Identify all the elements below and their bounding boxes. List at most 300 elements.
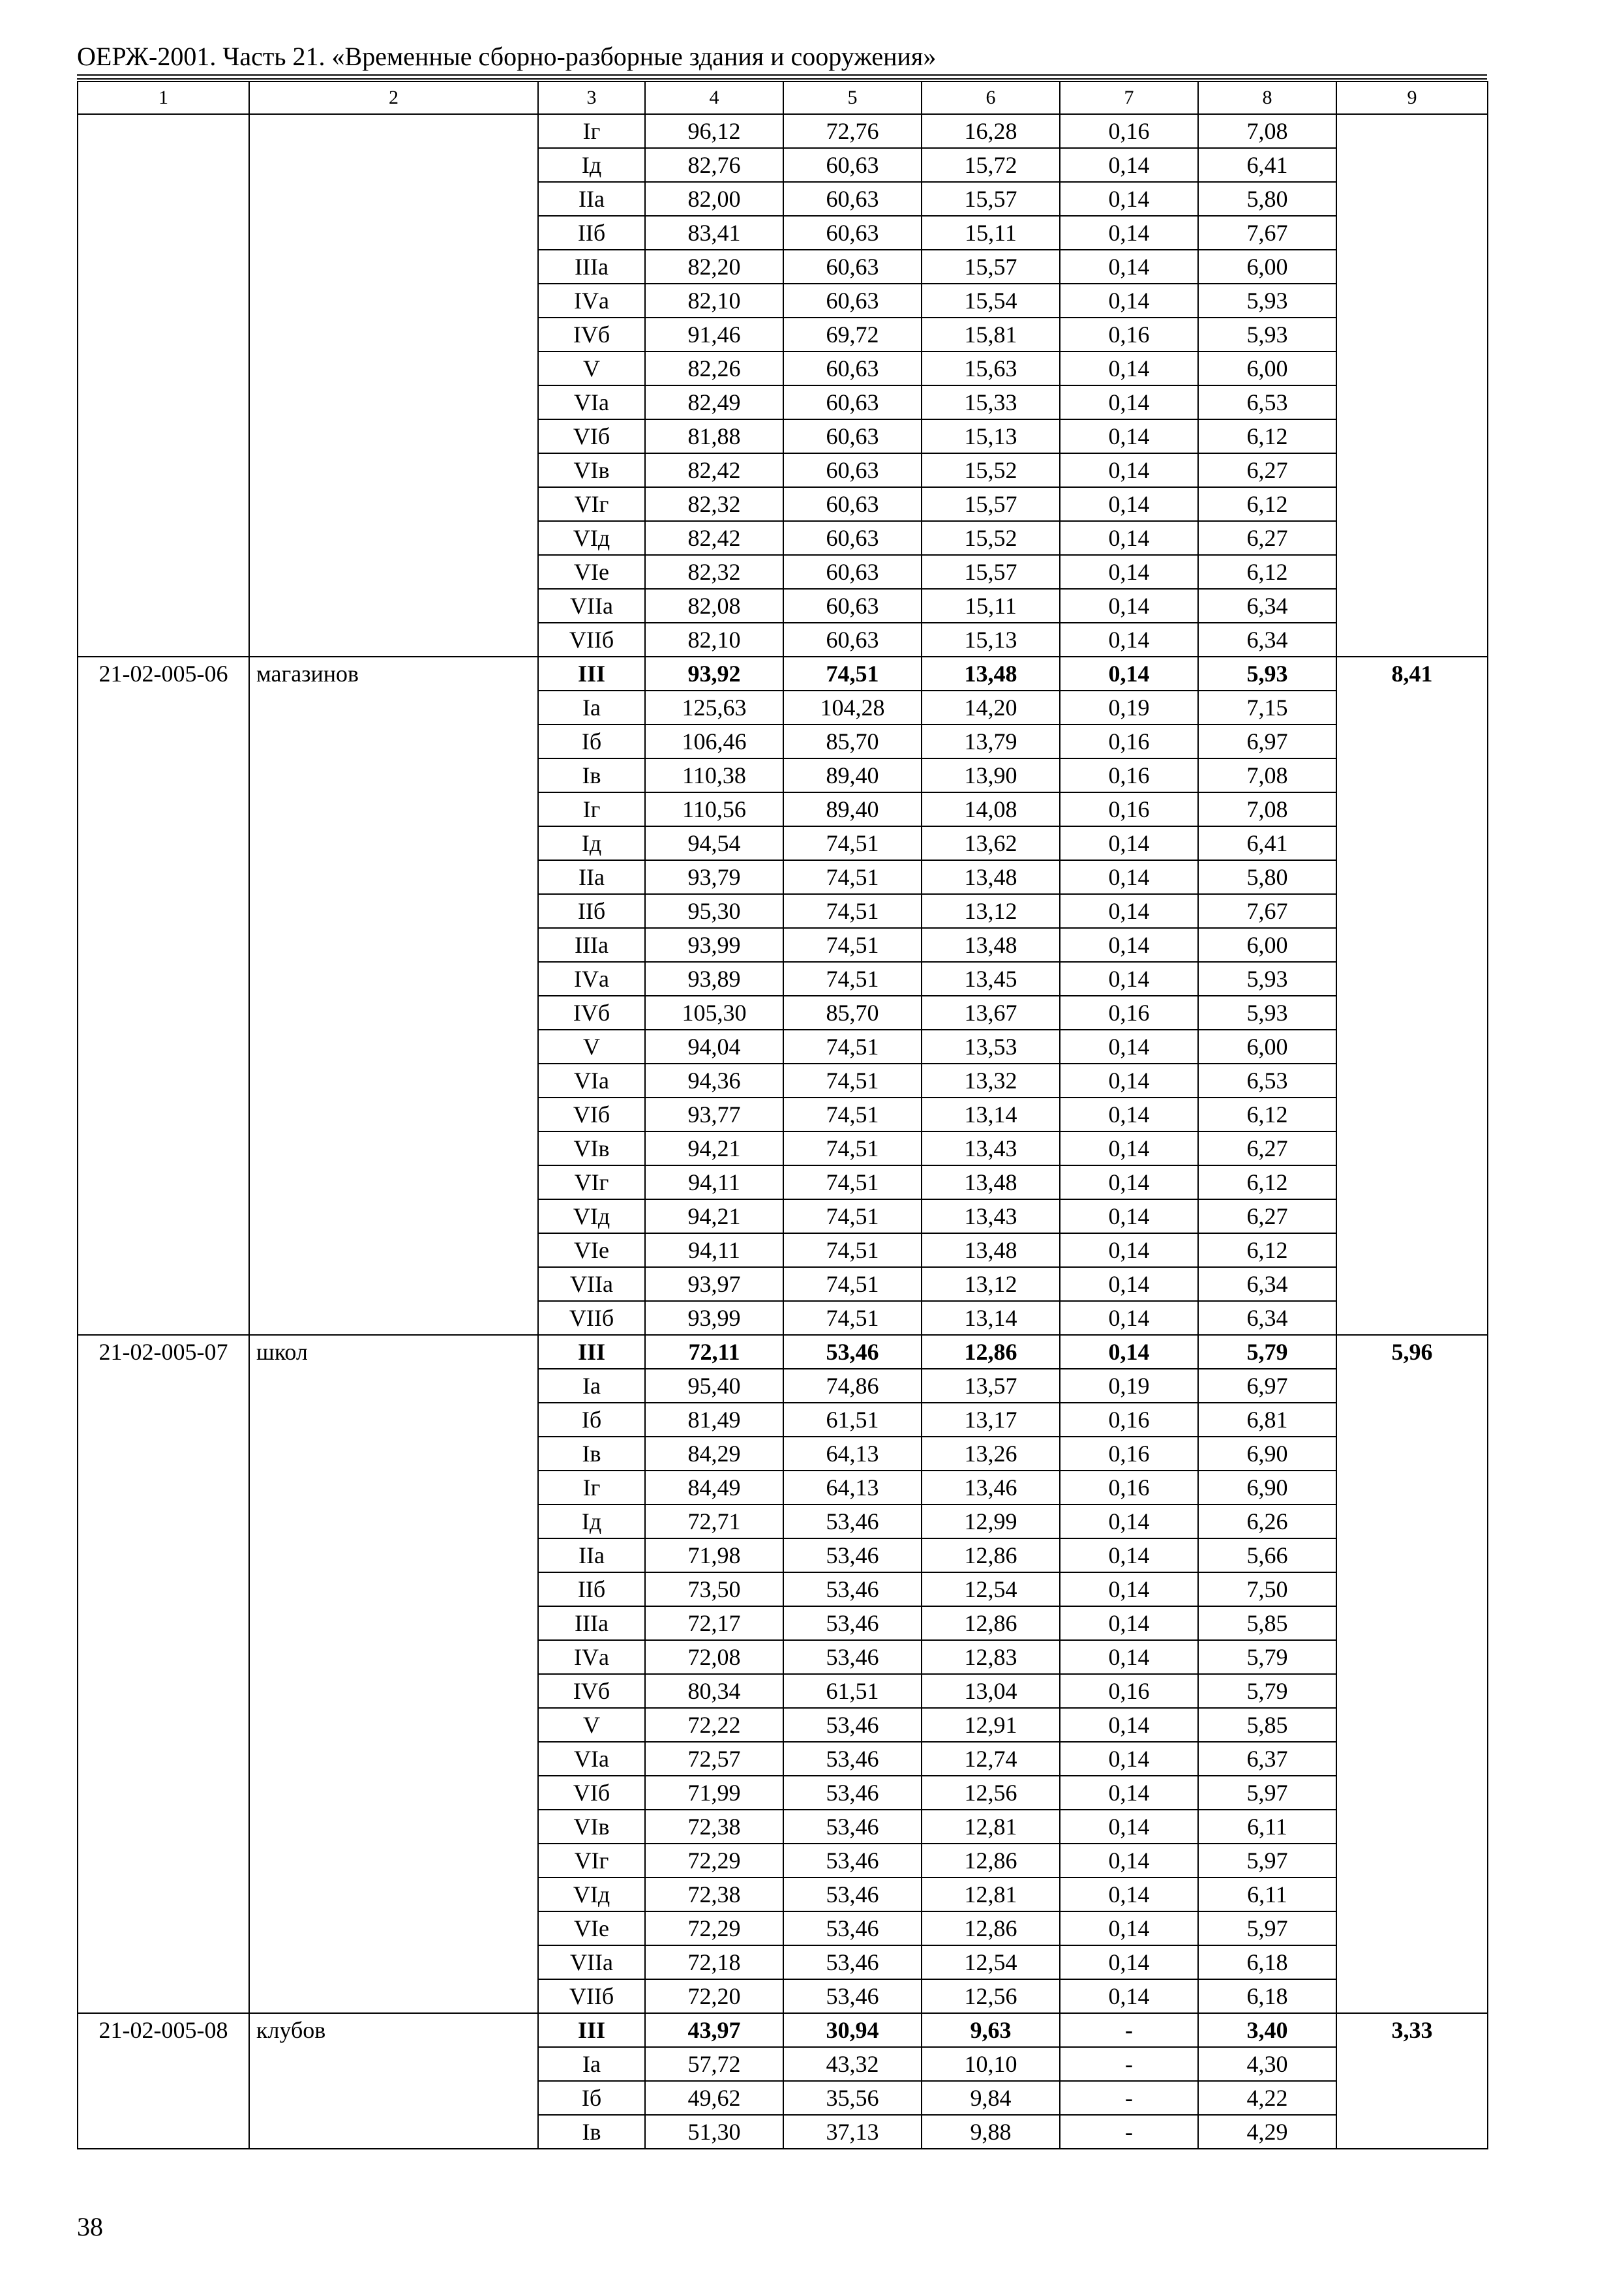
cell-driver-wages: 0,14: [1060, 928, 1198, 962]
cell-driver-wages: 0,16: [1060, 996, 1198, 1030]
cell-price-variant: VIа: [538, 1064, 645, 1098]
cell-driver-wages: 0,14: [1060, 352, 1198, 385]
cell-price-variant: Iд: [538, 826, 645, 860]
cell-driver-wages: 0,14: [1060, 555, 1198, 589]
cell-materials: 6,00: [1198, 250, 1336, 284]
cell-total-cost: 94,11: [645, 1233, 783, 1267]
cell-total-cost: 72,20: [645, 1979, 783, 2013]
cell-machine-operation: 15,52: [922, 453, 1060, 487]
cell-machine-operation: 15,57: [922, 487, 1060, 521]
cell-labor-wages: 64,13: [783, 1471, 922, 1504]
cell-total-cost: 72,22: [645, 1708, 783, 1742]
cell-price-variant: Iа: [538, 2047, 645, 2081]
cell-price-variant: VIа: [538, 385, 645, 419]
cell-materials: 4,29: [1198, 2115, 1336, 2149]
cell-price-variant: V: [538, 1030, 645, 1064]
cell-materials: 6,37: [1198, 1742, 1336, 1776]
cell-labor-wages: 85,70: [783, 725, 922, 758]
cell-driver-wages: 0,14: [1060, 1810, 1198, 1844]
cell-driver-wages: 0,14: [1060, 1335, 1198, 1369]
cell-materials: 6,12: [1198, 1165, 1336, 1199]
cell-labor-hours: 3,33: [1336, 2013, 1488, 2149]
cell-driver-wages: 0,14: [1060, 148, 1198, 182]
cell-materials: 5,79: [1198, 1640, 1336, 1674]
cell-total-cost: 96,12: [645, 114, 783, 148]
cell-driver-wages: 0,14: [1060, 1945, 1198, 1979]
cell-total-cost: 72,17: [645, 1606, 783, 1640]
cell-materials: 6,41: [1198, 826, 1336, 860]
cell-machine-operation: 12,91: [922, 1708, 1060, 1742]
cell-price-variant: IIIа: [538, 1606, 645, 1640]
cell-driver-wages: 0,14: [1060, 487, 1198, 521]
cell-materials: 5,97: [1198, 1911, 1336, 1945]
cell-labor-wages: 53,46: [783, 1742, 922, 1776]
cell-driver-wages: 0,14: [1060, 1911, 1198, 1945]
cell-machine-operation: 14,20: [922, 691, 1060, 725]
cell-machine-operation: 15,54: [922, 284, 1060, 318]
cell-labor-wages: 61,51: [783, 1403, 922, 1437]
cell-driver-wages: 0,14: [1060, 453, 1198, 487]
cell-labor-wages: 53,46: [783, 1504, 922, 1538]
column-number: 3: [538, 82, 645, 114]
cell-price-variant: VIIа: [538, 1267, 645, 1301]
cell-driver-wages: 0,14: [1060, 1301, 1198, 1335]
cell-price-variant: Iг: [538, 114, 645, 148]
column-number: 7: [1060, 82, 1198, 114]
cell-total-cost: 110,56: [645, 792, 783, 826]
cell-driver-wages: 0,14: [1060, 1267, 1198, 1301]
cell-materials: 6,12: [1198, 487, 1336, 521]
cell-price-variant: IIб: [538, 894, 645, 928]
cell-total-cost: 72,57: [645, 1742, 783, 1776]
cell-driver-wages: 0,16: [1060, 1471, 1198, 1504]
cell-price-variant: Iа: [538, 1369, 645, 1403]
cell-machine-operation: 15,57: [922, 182, 1060, 216]
cell-price-variant: VIг: [538, 1844, 645, 1878]
table-row: [78, 2013, 1488, 2047]
cell-total-cost: 43,97: [645, 2013, 783, 2047]
cell-labor-wages: 53,46: [783, 1810, 922, 1844]
cell-machine-operation: 15,57: [922, 555, 1060, 589]
cell-price-variant: IIб: [538, 1572, 645, 1606]
cell-labor-wages: 74,86: [783, 1369, 922, 1403]
cell-total-cost: 83,41: [645, 216, 783, 250]
cell-labor-wages: 60,63: [783, 284, 922, 318]
cell-driver-wages: 0,19: [1060, 691, 1198, 725]
cell-machine-operation: 13,43: [922, 1199, 1060, 1233]
cell-price-variant: VIв: [538, 453, 645, 487]
cell-price-variant: VIг: [538, 1165, 645, 1199]
cell-labor-wages: 74,51: [783, 962, 922, 996]
cell-labor-wages: 60,63: [783, 419, 922, 453]
cell-materials: 7,08: [1198, 792, 1336, 826]
cell-machine-operation: 13,48: [922, 657, 1060, 691]
cell-total-cost: 82,10: [645, 623, 783, 657]
cell-materials: 6,11: [1198, 1810, 1336, 1844]
cell-machine-operation: 12,86: [922, 1606, 1060, 1640]
cell-machine-operation: 13,26: [922, 1437, 1060, 1471]
cell-machine-operation: 12,74: [922, 1742, 1060, 1776]
cell-price-variant: Iб: [538, 2081, 645, 2115]
column-number: 9: [1336, 82, 1488, 114]
cell-machine-operation: 12,83: [922, 1640, 1060, 1674]
cell-machine-operation: 12,86: [922, 1844, 1060, 1878]
cell-total-cost: 57,72: [645, 2047, 783, 2081]
cell-labor-wages: 53,46: [783, 1945, 922, 1979]
table-row: [78, 1335, 1488, 1369]
cell-materials: 6,11: [1198, 1878, 1336, 1911]
cell-price-variant: Iв: [538, 1437, 645, 1471]
cell-price-variant: VIд: [538, 521, 645, 555]
cell-materials: 5,85: [1198, 1708, 1336, 1742]
cell-labor-wages: 60,63: [783, 589, 922, 623]
cell-driver-wages: 0,14: [1060, 1233, 1198, 1267]
cell-driver-wages: -: [1060, 2013, 1198, 2047]
cell-price-variant: IIа: [538, 182, 645, 216]
cell-total-cost: 84,29: [645, 1437, 783, 1471]
cell-total-cost: 72,38: [645, 1810, 783, 1844]
cell-materials: 6,27: [1198, 1199, 1336, 1233]
cell-price-variant: Iг: [538, 792, 645, 826]
cell-labor-wages: 74,51: [783, 860, 922, 894]
cell-materials: 6,90: [1198, 1471, 1336, 1504]
cell-total-cost: 72,11: [645, 1335, 783, 1369]
cell-total-cost: 94,11: [645, 1165, 783, 1199]
cell-labor-wages: 53,46: [783, 1708, 922, 1742]
cell-driver-wages: 0,16: [1060, 1674, 1198, 1708]
column-numbers-row: [78, 82, 1488, 114]
column-number: 4: [645, 82, 783, 114]
cell-price-variant: IVб: [538, 996, 645, 1030]
cell-materials: 6,12: [1198, 1233, 1336, 1267]
cell-labor-wages: 60,63: [783, 352, 922, 385]
cell-labor-wages: 74,51: [783, 1064, 922, 1098]
cell-labor-wages: 74,51: [783, 928, 922, 962]
cell-machine-operation: 15,72: [922, 148, 1060, 182]
cell-total-cost: 93,77: [645, 1098, 783, 1131]
cell-labor-wages: 60,63: [783, 182, 922, 216]
cell-machine-operation: 13,14: [922, 1301, 1060, 1335]
cell-total-cost: 80,34: [645, 1674, 783, 1708]
cell-labor-wages: 60,63: [783, 216, 922, 250]
cell-total-cost: 91,46: [645, 318, 783, 352]
cell-materials: 7,08: [1198, 758, 1336, 792]
cell-labor-wages: 74,51: [783, 1233, 922, 1267]
cell-materials: 6,81: [1198, 1403, 1336, 1437]
cell-machine-operation: 9,63: [922, 2013, 1060, 2047]
cell-price-variant: VIа: [538, 1742, 645, 1776]
cell-materials: 6,00: [1198, 928, 1336, 962]
cell-total-cost: 94,21: [645, 1131, 783, 1165]
cell-price-variant: VIд: [538, 1878, 645, 1911]
cell-labor-wages: 35,56: [783, 2081, 922, 2115]
cell-price-variant: IVа: [538, 284, 645, 318]
cell-price-variant: IIIа: [538, 928, 645, 962]
cell-total-cost: 82,32: [645, 555, 783, 589]
cell-price-variant: III: [538, 1335, 645, 1369]
cell-price-variant: Iв: [538, 758, 645, 792]
cell-labor-wages: 53,46: [783, 1640, 922, 1674]
cell-machine-operation: 12,86: [922, 1911, 1060, 1945]
cell-labor-wages: 60,63: [783, 623, 922, 657]
cell-driver-wages: 0,16: [1060, 318, 1198, 352]
cell-price-variant: VIб: [538, 1776, 645, 1810]
column-number: 6: [922, 82, 1060, 114]
cell-machine-operation: 13,79: [922, 725, 1060, 758]
cell-driver-wages: 0,16: [1060, 1403, 1198, 1437]
cell-price-variant: III: [538, 2013, 645, 2047]
cell-machine-operation: 13,17: [922, 1403, 1060, 1437]
cell-driver-wages: 0,14: [1060, 182, 1198, 216]
cell-materials: 6,97: [1198, 1369, 1336, 1403]
cell-labor-wages: 74,51: [783, 1301, 922, 1335]
cell-machine-operation: 13,48: [922, 928, 1060, 962]
cell-price-variant: IVа: [538, 962, 645, 996]
cell-materials: 7,67: [1198, 894, 1336, 928]
cell-labor-wages: 74,51: [783, 826, 922, 860]
cell-labor-wages: 30,94: [783, 2013, 922, 2047]
cell-machine-operation: 13,48: [922, 860, 1060, 894]
cell-total-cost: 82,42: [645, 453, 783, 487]
cell-total-cost: 82,00: [645, 182, 783, 216]
page-header: ОЕРЖ-2001. Часть 21. «Временные сборно-разборные здания и сооружения»: [77, 42, 937, 71]
cell-materials: 6,00: [1198, 352, 1336, 385]
cell-machine-operation: 15,13: [922, 623, 1060, 657]
cell-materials: 5,66: [1198, 1538, 1336, 1572]
cell-machine-operation: 16,28: [922, 114, 1060, 148]
cell-driver-wages: 0,14: [1060, 1776, 1198, 1810]
cell-driver-wages: 0,14: [1060, 623, 1198, 657]
cell-price-variant: Iв: [538, 2115, 645, 2149]
cell-labor-wages: 74,51: [783, 1131, 922, 1165]
cell-driver-wages: 0,14: [1060, 1030, 1198, 1064]
cell-labor-wages: 89,40: [783, 792, 922, 826]
cell-labor-wages: 60,63: [783, 555, 922, 589]
cell-materials: 5,85: [1198, 1606, 1336, 1640]
cell-price-variant: Iа: [538, 691, 645, 725]
cell-price-variant: IIб: [538, 216, 645, 250]
cell-price-variant: IVб: [538, 1674, 645, 1708]
cell-materials: 3,40: [1198, 2013, 1336, 2047]
cell-labor-wages: 53,46: [783, 1606, 922, 1640]
cell-price-variant: IIа: [538, 1538, 645, 1572]
cell-driver-wages: -: [1060, 2081, 1198, 2115]
cell-total-continued: [1336, 114, 1488, 657]
cell-machine-operation: 15,13: [922, 419, 1060, 453]
cell-total-cost: 73,50: [645, 1572, 783, 1606]
page-number: 38: [77, 2212, 103, 2241]
cell-machine-operation: 9,88: [922, 2115, 1060, 2149]
cell-labor-wages: 61,51: [783, 1674, 922, 1708]
cell-price-variant: VIв: [538, 1810, 645, 1844]
table-row: [78, 657, 1488, 691]
cell-driver-wages: 0,14: [1060, 419, 1198, 453]
cell-total-cost: 82,26: [645, 352, 783, 385]
cell-materials: 6,34: [1198, 623, 1336, 657]
cell-machine-operation: 15,33: [922, 385, 1060, 419]
cell-labor-wages: 74,51: [783, 1267, 922, 1301]
cell-materials: 5,93: [1198, 996, 1336, 1030]
cell-driver-wages: 0,16: [1060, 792, 1198, 826]
cell-total-cost: 106,46: [645, 725, 783, 758]
cell-driver-wages: 0,14: [1060, 1979, 1198, 2013]
cell-labor-wages: 43,32: [783, 2047, 922, 2081]
cell-price-variant: VIв: [538, 1131, 645, 1165]
cell-materials: 6,90: [1198, 1437, 1336, 1471]
cell-driver-wages: -: [1060, 2115, 1198, 2149]
cell-labor-wages: 53,46: [783, 1979, 922, 2013]
cell-total-cost: 82,49: [645, 385, 783, 419]
cell-labor-wages: 37,13: [783, 2115, 922, 2149]
cell-machine-operation: 13,53: [922, 1030, 1060, 1064]
cell-driver-wages: 0,14: [1060, 894, 1198, 928]
cell-driver-wages: 0,16: [1060, 114, 1198, 148]
cell-materials: 6,34: [1198, 1267, 1336, 1301]
cell-materials: 5,93: [1198, 318, 1336, 352]
cell-materials: 5,97: [1198, 1844, 1336, 1878]
cell-machine-operation: 12,81: [922, 1810, 1060, 1844]
cell-labor-wages: 74,51: [783, 1030, 922, 1064]
cell-labor-wages: 72,76: [783, 114, 922, 148]
cell-price-variant: Iг: [538, 1471, 645, 1504]
cell-driver-wages: 0,14: [1060, 826, 1198, 860]
cell-labor-wages: 69,72: [783, 318, 922, 352]
cell-materials: 5,93: [1198, 657, 1336, 691]
cell-total-cost: 82,08: [645, 589, 783, 623]
cell-machine-operation: 13,46: [922, 1471, 1060, 1504]
cell-machine-operation: 13,67: [922, 996, 1060, 1030]
cell-materials: 6,18: [1198, 1945, 1336, 1979]
cell-driver-wages: 0,16: [1060, 758, 1198, 792]
cell-machine-operation: 12,54: [922, 1572, 1060, 1606]
cell-total-cost: 93,99: [645, 1301, 783, 1335]
cell-price-variant: VIIа: [538, 1945, 645, 1979]
cell-labor-wages: 74,51: [783, 1165, 922, 1199]
cell-machine-operation: 15,52: [922, 521, 1060, 555]
cell-labor-wages: 74,51: [783, 894, 922, 928]
cell-driver-wages: 0,14: [1060, 962, 1198, 996]
cell-driver-wages: 0,14: [1060, 1064, 1198, 1098]
cell-materials: 7,50: [1198, 1572, 1336, 1606]
cell-driver-wages: 0,14: [1060, 1878, 1198, 1911]
cell-machine-operation: 13,48: [922, 1165, 1060, 1199]
cell-machine-operation: 13,57: [922, 1369, 1060, 1403]
cell-materials: 6,12: [1198, 555, 1336, 589]
cell-materials: 6,53: [1198, 1064, 1336, 1098]
cell-total-cost: 95,40: [645, 1369, 783, 1403]
cell-materials: 4,30: [1198, 2047, 1336, 2081]
cell-driver-wages: 0,14: [1060, 385, 1198, 419]
cell-materials: 6,53: [1198, 385, 1336, 419]
cell-rate-code: 21-02-005-07: [78, 1335, 249, 2013]
table-row: [78, 114, 1488, 148]
cell-total-cost: 82,42: [645, 521, 783, 555]
cell-total-cost: 93,79: [645, 860, 783, 894]
column-number: 8: [1198, 82, 1336, 114]
cell-price-variant: Iб: [538, 725, 645, 758]
cell-total-cost: 94,04: [645, 1030, 783, 1064]
cell-driver-wages: -: [1060, 2047, 1198, 2081]
cell-total-cost: 95,30: [645, 894, 783, 928]
cell-labor-wages: 53,46: [783, 1776, 922, 1810]
cell-machine-operation: 12,99: [922, 1504, 1060, 1538]
cell-materials: 6,27: [1198, 1131, 1336, 1165]
cell-price-variant: VIIб: [538, 1979, 645, 2013]
cell-materials: 6,41: [1198, 148, 1336, 182]
cell-labor-wages: 53,46: [783, 1538, 922, 1572]
cell-machine-operation: 13,43: [922, 1131, 1060, 1165]
cell-building-name: клубов: [249, 2013, 538, 2149]
cell-labor-wages: 53,46: [783, 1911, 922, 1945]
cell-machine-operation: 15,63: [922, 352, 1060, 385]
cell-price-variant: VIд: [538, 1199, 645, 1233]
cell-materials: 5,97: [1198, 1776, 1336, 1810]
cell-machine-operation: 14,08: [922, 792, 1060, 826]
cell-labor-wages: 74,51: [783, 657, 922, 691]
cell-materials: 5,80: [1198, 860, 1336, 894]
cell-driver-wages: 0,16: [1060, 1437, 1198, 1471]
cell-machine-operation: 13,62: [922, 826, 1060, 860]
cell-total-cost: 72,18: [645, 1945, 783, 1979]
cell-total-cost: 125,63: [645, 691, 783, 725]
cell-code-continued: [78, 114, 249, 657]
cell-machine-operation: 15,11: [922, 589, 1060, 623]
cell-materials: 6,34: [1198, 589, 1336, 623]
rates-table: [77, 81, 1488, 2149]
cell-price-variant: VIе: [538, 1911, 645, 1945]
cell-building-name: школ: [249, 1335, 538, 2013]
cell-price-variant: Iб: [538, 1403, 645, 1437]
cell-materials: 6,26: [1198, 1504, 1336, 1538]
cell-machine-operation: 13,04: [922, 1674, 1060, 1708]
cell-machine-operation: 13,90: [922, 758, 1060, 792]
cell-rate-code: 21-02-005-08: [78, 2013, 249, 2149]
cell-price-variant: IIа: [538, 860, 645, 894]
cell-price-variant: VIIб: [538, 1301, 645, 1335]
cell-price-variant: VIб: [538, 419, 645, 453]
cell-driver-wages: 0,14: [1060, 1742, 1198, 1776]
cell-driver-wages: 0,16: [1060, 725, 1198, 758]
cell-labor-wages: 64,13: [783, 1437, 922, 1471]
cell-price-variant: VIе: [538, 555, 645, 589]
header-rule: [77, 78, 1487, 80]
cell-machine-operation: 13,48: [922, 1233, 1060, 1267]
cell-driver-wages: 0,14: [1060, 1098, 1198, 1131]
cell-total-cost: 49,62: [645, 2081, 783, 2115]
cell-driver-wages: 0,14: [1060, 1606, 1198, 1640]
cell-driver-wages: 0,14: [1060, 1504, 1198, 1538]
cell-name-continued: [249, 114, 538, 657]
cell-total-cost: 93,89: [645, 962, 783, 996]
cell-driver-wages: 0,14: [1060, 860, 1198, 894]
cell-driver-wages: 0,14: [1060, 1538, 1198, 1572]
cell-driver-wages: 0,14: [1060, 1708, 1198, 1742]
cell-labor-wages: 89,40: [783, 758, 922, 792]
header-rule: [77, 74, 1487, 76]
cell-driver-wages: 0,14: [1060, 1572, 1198, 1606]
cell-driver-wages: 0,14: [1060, 1131, 1198, 1165]
cell-materials: 4,22: [1198, 2081, 1336, 2115]
cell-machine-operation: 13,14: [922, 1098, 1060, 1131]
cell-total-cost: 84,49: [645, 1471, 783, 1504]
cell-machine-operation: 15,11: [922, 216, 1060, 250]
cell-materials: 6,00: [1198, 1030, 1336, 1064]
cell-labor-wages: 60,63: [783, 521, 922, 555]
cell-total-cost: 72,29: [645, 1911, 783, 1945]
cell-materials: 6,27: [1198, 453, 1336, 487]
cell-machine-operation: 10,10: [922, 2047, 1060, 2081]
cell-total-cost: 93,97: [645, 1267, 783, 1301]
